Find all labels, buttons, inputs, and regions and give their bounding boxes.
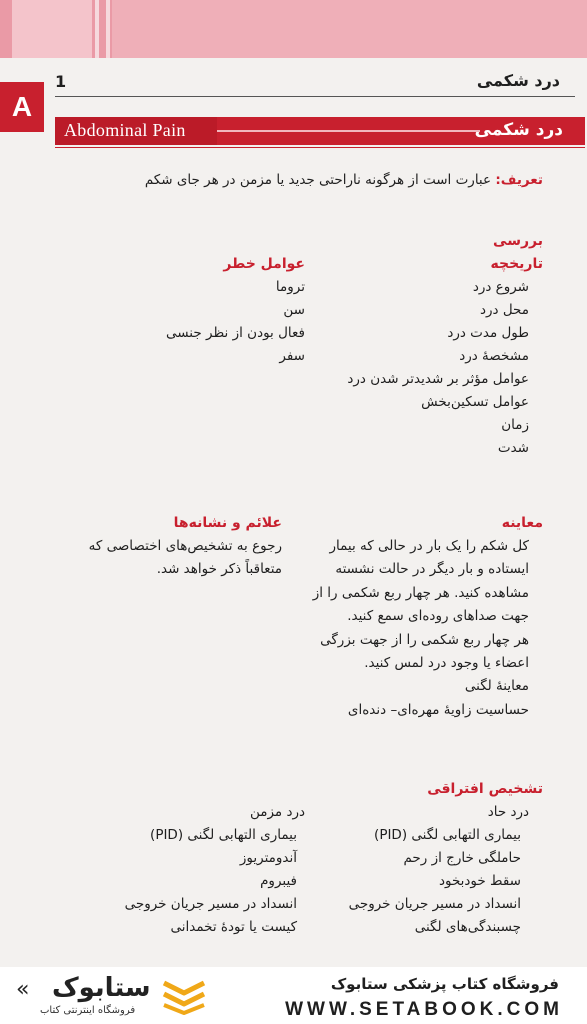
running-title: درد شکمی bbox=[476, 71, 560, 90]
chronic-item: کیست یا تودهٔ تخمدانی bbox=[170, 919, 297, 935]
risk-item: فعال بودن از نظر جنسی bbox=[166, 325, 305, 341]
acute-heading: درد حاد bbox=[487, 804, 529, 820]
top-color-band bbox=[0, 0, 587, 58]
history-item: شدت bbox=[497, 440, 529, 456]
chronic-item: فیبروم bbox=[260, 873, 297, 889]
signs-column bbox=[52, 512, 282, 582]
exam-heading: معاینه bbox=[501, 515, 543, 531]
risk-item: سن bbox=[283, 302, 305, 318]
definition-label: تعریف: bbox=[495, 172, 543, 188]
acute-item: سقط خودبخود bbox=[438, 873, 521, 889]
section-title-bar bbox=[55, 117, 585, 145]
band-block-right bbox=[112, 0, 587, 58]
exam-line: معاینهٔ لگنی bbox=[464, 678, 529, 695]
section-rule bbox=[55, 147, 585, 148]
logo-word: ستابوک bbox=[52, 973, 151, 1003]
exam-line: مشاهده کنید. هر چهار ربع شکمی را از bbox=[312, 584, 529, 601]
band-separator bbox=[106, 0, 110, 58]
chronic-heading: درد مزمن bbox=[249, 804, 305, 820]
history-column bbox=[293, 230, 543, 460]
footer-banner bbox=[0, 967, 587, 1024]
exam-line: حساسیت زاویهٔ مهره‌ای– دنده‌ای bbox=[347, 701, 529, 718]
risk-item: تروما bbox=[275, 279, 305, 295]
exam-line: جهت صداهای روده‌ای سمع کنید. bbox=[347, 608, 529, 625]
differential-heading: تشخیص افتراقی bbox=[427, 781, 543, 797]
signs-line: متعاقباً ذکر خواهد شد. bbox=[156, 561, 282, 578]
section-title-fa: درد شکمی bbox=[474, 120, 563, 140]
title-bar-stripe bbox=[217, 130, 480, 132]
signs-heading: علائم و نشانه‌ها bbox=[173, 515, 282, 531]
differential-column bbox=[293, 778, 543, 939]
header-rule bbox=[55, 96, 575, 97]
setabook-logo[interactable] bbox=[10, 973, 215, 1019]
history-item: عوامل مؤثر بر شدیدتر شدن درد bbox=[347, 371, 529, 387]
history-item: مشخصهٔ درد bbox=[459, 348, 529, 364]
exam-line: هر چهار ربع شکمی را از جهت بزرگی bbox=[320, 631, 529, 648]
risk-factors-column bbox=[75, 253, 305, 368]
signs-line: رجوع به تشخیص‌های اختصاصی که bbox=[88, 538, 282, 554]
chapter-tab: A bbox=[0, 82, 44, 132]
page-number: 1 bbox=[55, 72, 67, 91]
running-header bbox=[55, 70, 575, 96]
chronic-item: آندومتریوز bbox=[239, 850, 297, 866]
history-item: شروع درد bbox=[472, 279, 529, 295]
acute-item: بیماری التهابی لگنی (PID) bbox=[374, 827, 521, 843]
exam-line: کل شکم را یک بار در حالی که بیمار bbox=[329, 538, 529, 554]
chronic-item: انسداد در مسیر جریان خروجی bbox=[124, 896, 297, 912]
shop-url[interactable]: WWW.SETABOOK.COM bbox=[285, 999, 563, 1020]
acute-item: انسداد در مسیر جریان خروجی bbox=[348, 896, 521, 912]
history-heading: تاریخچه bbox=[490, 256, 543, 272]
risk-heading: عوامل خطر bbox=[223, 256, 305, 272]
section-title-en: Abdominal Pain bbox=[64, 120, 186, 140]
risk-item: سفر bbox=[279, 348, 305, 364]
shop-name: فروشگاه کتاب پزشکی ستابوک bbox=[330, 975, 559, 993]
exam-line: اعضاء یا وجود درد لمس کنید. bbox=[364, 655, 529, 672]
logo-subtitle: فروشگاه اینترنتی کتاب bbox=[40, 1005, 136, 1016]
history-item: طول مدت درد bbox=[447, 325, 529, 341]
book-stack-icon bbox=[160, 977, 208, 1015]
chronic-item: بیماری التهابی لگنی (PID) bbox=[150, 827, 297, 843]
assessment-heading: بررسی bbox=[493, 233, 543, 249]
acute-item: حاملگی خارج از رحم bbox=[403, 850, 521, 866]
definition bbox=[145, 172, 543, 188]
band-separator bbox=[95, 0, 99, 58]
acute-item: چسبندگی‌های لگنی bbox=[414, 919, 521, 935]
exam-line: ایستاده و بار دیگر در حالت نشسته bbox=[335, 561, 529, 578]
history-item: محل درد bbox=[479, 302, 529, 318]
double-chevron-icon: « bbox=[16, 977, 30, 1002]
history-item: عوامل تسکین‌بخش bbox=[421, 394, 529, 410]
chronic-column bbox=[75, 801, 305, 939]
exam-column bbox=[285, 512, 543, 722]
definition-text: عبارت است از هرگونه ناراحتی جدید یا مزمن در هر جای شکم bbox=[144, 172, 492, 188]
history-item: زمان bbox=[501, 417, 529, 433]
band-block-left bbox=[12, 0, 92, 58]
